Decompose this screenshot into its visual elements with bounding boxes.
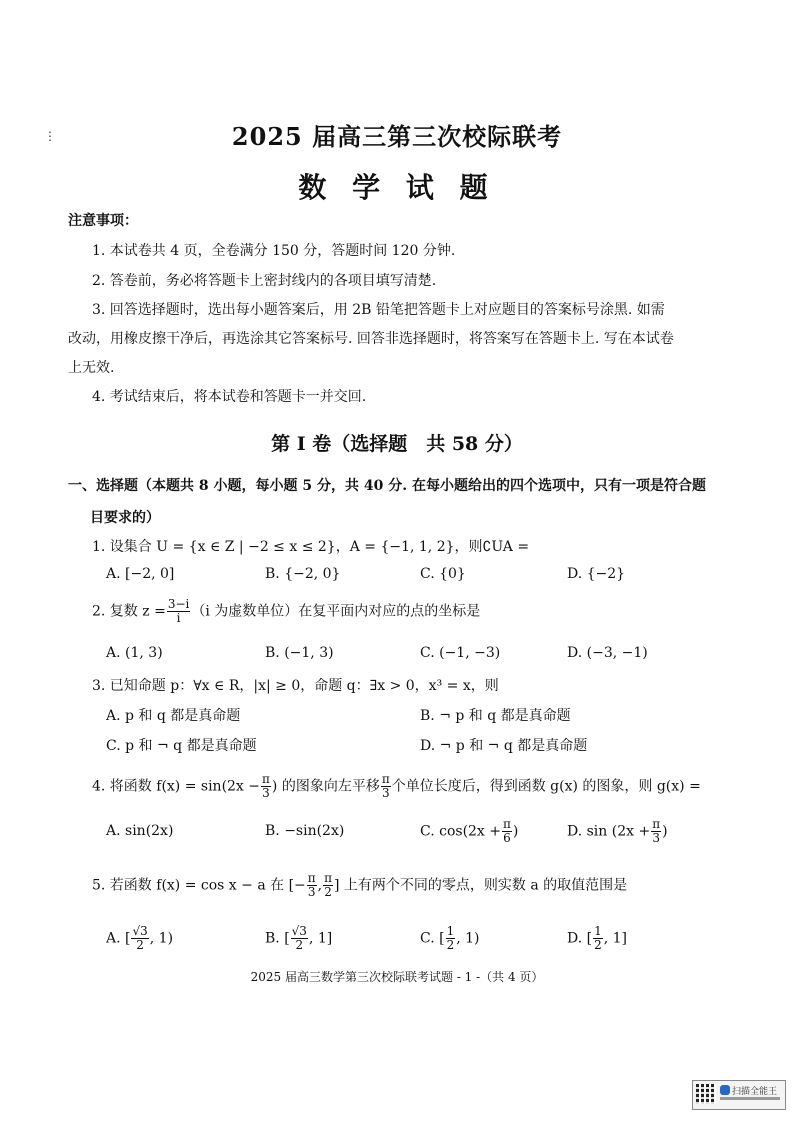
question-2-fraction bbox=[167, 598, 191, 625]
question-4-stem-mid: ) 的图象向左平移 bbox=[271, 778, 380, 795]
part-heading: 一、选择题（本题共 8 小题，每小题 5 分，共 40 分. 在每小题给出的四个选项中，只有一项是符合题 bbox=[68, 478, 706, 494]
option-a-post: , 1) bbox=[149, 930, 174, 947]
fraction-denominator: 3 bbox=[381, 786, 390, 801]
one-half-fraction bbox=[593, 925, 603, 952]
question-1-stem: 1. 设集合 U = {x ∈ Z | −2 ≤ x ≤ 2}，A = {−1, 1, 2}，则∁UA = bbox=[92, 539, 530, 555]
question-5-stem-post: ] 上有两个不同的零点，则实数 a 的取值范围是 bbox=[334, 877, 628, 894]
pi-over-3-fraction bbox=[307, 872, 317, 899]
fraction-denominator: 3 bbox=[307, 885, 316, 900]
qr-code-icon bbox=[696, 1084, 716, 1104]
pi-over-3-fraction bbox=[261, 773, 271, 800]
note-1: 1. 本试卷共 4 页，全卷满分 150 分，答题时间 120 分钟. bbox=[92, 243, 456, 259]
question-2-option-b: B. (−1, 3) bbox=[265, 645, 334, 661]
notes-heading: 注意事项： bbox=[68, 213, 138, 229]
question-4-stem-pre: 4. 将函数 f(x) = sin(2x − bbox=[92, 778, 261, 795]
question-3-option-a: A. p 和 q 都是真命题 bbox=[106, 708, 241, 724]
page-footer: 2025 届高三数学第三次校际联考试题 - 1 -（共 4 页） bbox=[250, 970, 544, 984]
option-a-pre: A. [ bbox=[106, 930, 131, 947]
note-3-line-3: 上无效. bbox=[68, 360, 115, 376]
question-5-option-c bbox=[420, 925, 480, 952]
fraction-denominator: i bbox=[176, 611, 181, 626]
fraction-denominator: 2 bbox=[446, 938, 455, 953]
fraction-numerator: π bbox=[381, 772, 390, 786]
question-2-option-c: C. (−1, −3) bbox=[420, 645, 501, 661]
scanner-watermark bbox=[692, 1080, 786, 1110]
fraction-denominator: 3 bbox=[262, 786, 270, 801]
fraction-numerator: π bbox=[503, 817, 511, 831]
option-c-close: ) bbox=[512, 823, 519, 840]
question-1-option-c: C. {0} bbox=[420, 566, 466, 582]
question-5-option-d bbox=[567, 925, 627, 952]
question-1-option-a: A. [−2, 0] bbox=[106, 566, 175, 582]
pi-over-6-fraction bbox=[502, 818, 512, 845]
note-3-line-2: 改动，用橡皮擦干净后，再选涂其它答案标号. 回答非选择题时，将答案写在答题卡上. 写在本试卷 bbox=[68, 331, 674, 347]
fraction-denominator: 2 bbox=[594, 938, 602, 953]
option-b-post: , 1] bbox=[308, 930, 333, 947]
option-d-close: ) bbox=[662, 823, 668, 840]
question-5-stem-pre: 5. 若函数 f(x) = cos x − a 在 [− bbox=[92, 877, 306, 894]
margin-mark: ⋮ bbox=[44, 129, 56, 143]
question-4-option-a: A. sin(2x) bbox=[106, 823, 174, 839]
option-b-pre: B. [ bbox=[265, 930, 290, 947]
question-3-option-b: B. ¬ p 和 q 都是真命题 bbox=[420, 708, 571, 724]
fraction-numerator: √3 bbox=[132, 924, 148, 938]
question-2-stem-pre: 2. 复数 z = bbox=[92, 603, 166, 620]
question-5-option-a bbox=[106, 925, 173, 952]
question-3-stem: 3. 已知命题 p：∀x ∈ R，|x| ≥ 0，命题 q：∃x > 0，x³ = x，则 bbox=[92, 678, 499, 694]
scanner-logo-icon bbox=[720, 1085, 730, 1095]
question-4-stem-post: 个单位长度后，得到函数 g(x) 的图象，则 g(x) = bbox=[391, 778, 701, 795]
pi-over-2-fraction bbox=[323, 872, 333, 899]
pi-over-3-fraction bbox=[651, 818, 661, 845]
fraction-numerator: 1 bbox=[594, 924, 602, 938]
question-2-stem bbox=[92, 598, 480, 625]
question-2-option-d: D. (−3, −1) bbox=[567, 645, 648, 661]
question-1-option-b: B. {−2, 0} bbox=[265, 566, 341, 582]
note-3-line-1: 3. 回答选择题时，选出每小题答案后，用 2B 铅笔把答题卡上对应题目的答案标号涂黑. 如需 bbox=[92, 302, 665, 318]
sqrt3-over-2-fraction bbox=[291, 925, 308, 952]
option-d-post: , 1] bbox=[603, 930, 628, 947]
option-d-pre: D. sin (2x + bbox=[567, 823, 651, 840]
question-5-option-b bbox=[265, 925, 332, 952]
option-d-pre: D. [ bbox=[567, 930, 593, 947]
note-4: 4. 考试结束后，将本试卷和答题卡一并交回. bbox=[92, 389, 367, 405]
question-2-option-a: A. (1, 3) bbox=[106, 645, 163, 661]
fraction-numerator: 3−i bbox=[167, 597, 190, 611]
question-4-option-c bbox=[420, 818, 518, 845]
question-5-stem bbox=[92, 872, 627, 899]
fraction-denominator: 2 bbox=[136, 938, 144, 953]
option-c-pre: C. [ bbox=[420, 930, 445, 947]
fraction-numerator: π bbox=[307, 871, 316, 885]
exam-title: 2025 届高三第三次校际联考 bbox=[231, 122, 563, 151]
note-2: 2. 答卷前，务必将答题卡上密封线内的各项目填写清楚. bbox=[92, 273, 437, 289]
question-4-stem bbox=[92, 773, 701, 800]
fraction-denominator: 6 bbox=[503, 831, 511, 846]
option-c-post: , 1) bbox=[456, 930, 480, 947]
fraction-denominator: 2 bbox=[324, 885, 332, 900]
fraction-numerator: 1 bbox=[446, 924, 455, 938]
question-3-option-d: D. ¬ p 和 ¬ q 都是真命题 bbox=[420, 738, 588, 754]
one-half-fraction bbox=[446, 925, 456, 952]
question-4-option-b: B. −sin(2x) bbox=[265, 823, 345, 839]
watermark-subline bbox=[720, 1097, 780, 1100]
question-3-option-c: C. p 和 ¬ q 都是真命题 bbox=[106, 738, 257, 754]
watermark-label: 扫描全能王 bbox=[732, 1087, 778, 1097]
subject-title: 数 学 试 题 bbox=[298, 171, 496, 204]
section-title: 第 Ⅰ 卷（选择题 共 58 分） bbox=[271, 433, 523, 455]
question-1-option-d: D. {−2} bbox=[567, 566, 626, 582]
fraction-numerator: π bbox=[652, 817, 661, 831]
fraction-numerator: √3 bbox=[291, 924, 307, 938]
fraction-numerator: π bbox=[262, 772, 270, 786]
fraction-denominator: 2 bbox=[295, 938, 304, 953]
sqrt3-over-2-fraction bbox=[131, 925, 148, 952]
question-2-stem-post: （i 为虚数单位）在复平面内对应的点的坐标是 bbox=[191, 603, 481, 620]
option-c-pre: C. cos(2x + bbox=[420, 823, 502, 840]
question-5-stem-mid: , bbox=[317, 877, 323, 894]
question-4-option-d bbox=[567, 818, 668, 845]
pi-over-3-fraction bbox=[381, 773, 391, 800]
fraction-denominator: 3 bbox=[652, 831, 660, 846]
fraction-numerator: π bbox=[324, 871, 332, 885]
part-heading-cont: 目要求的） bbox=[90, 510, 160, 526]
